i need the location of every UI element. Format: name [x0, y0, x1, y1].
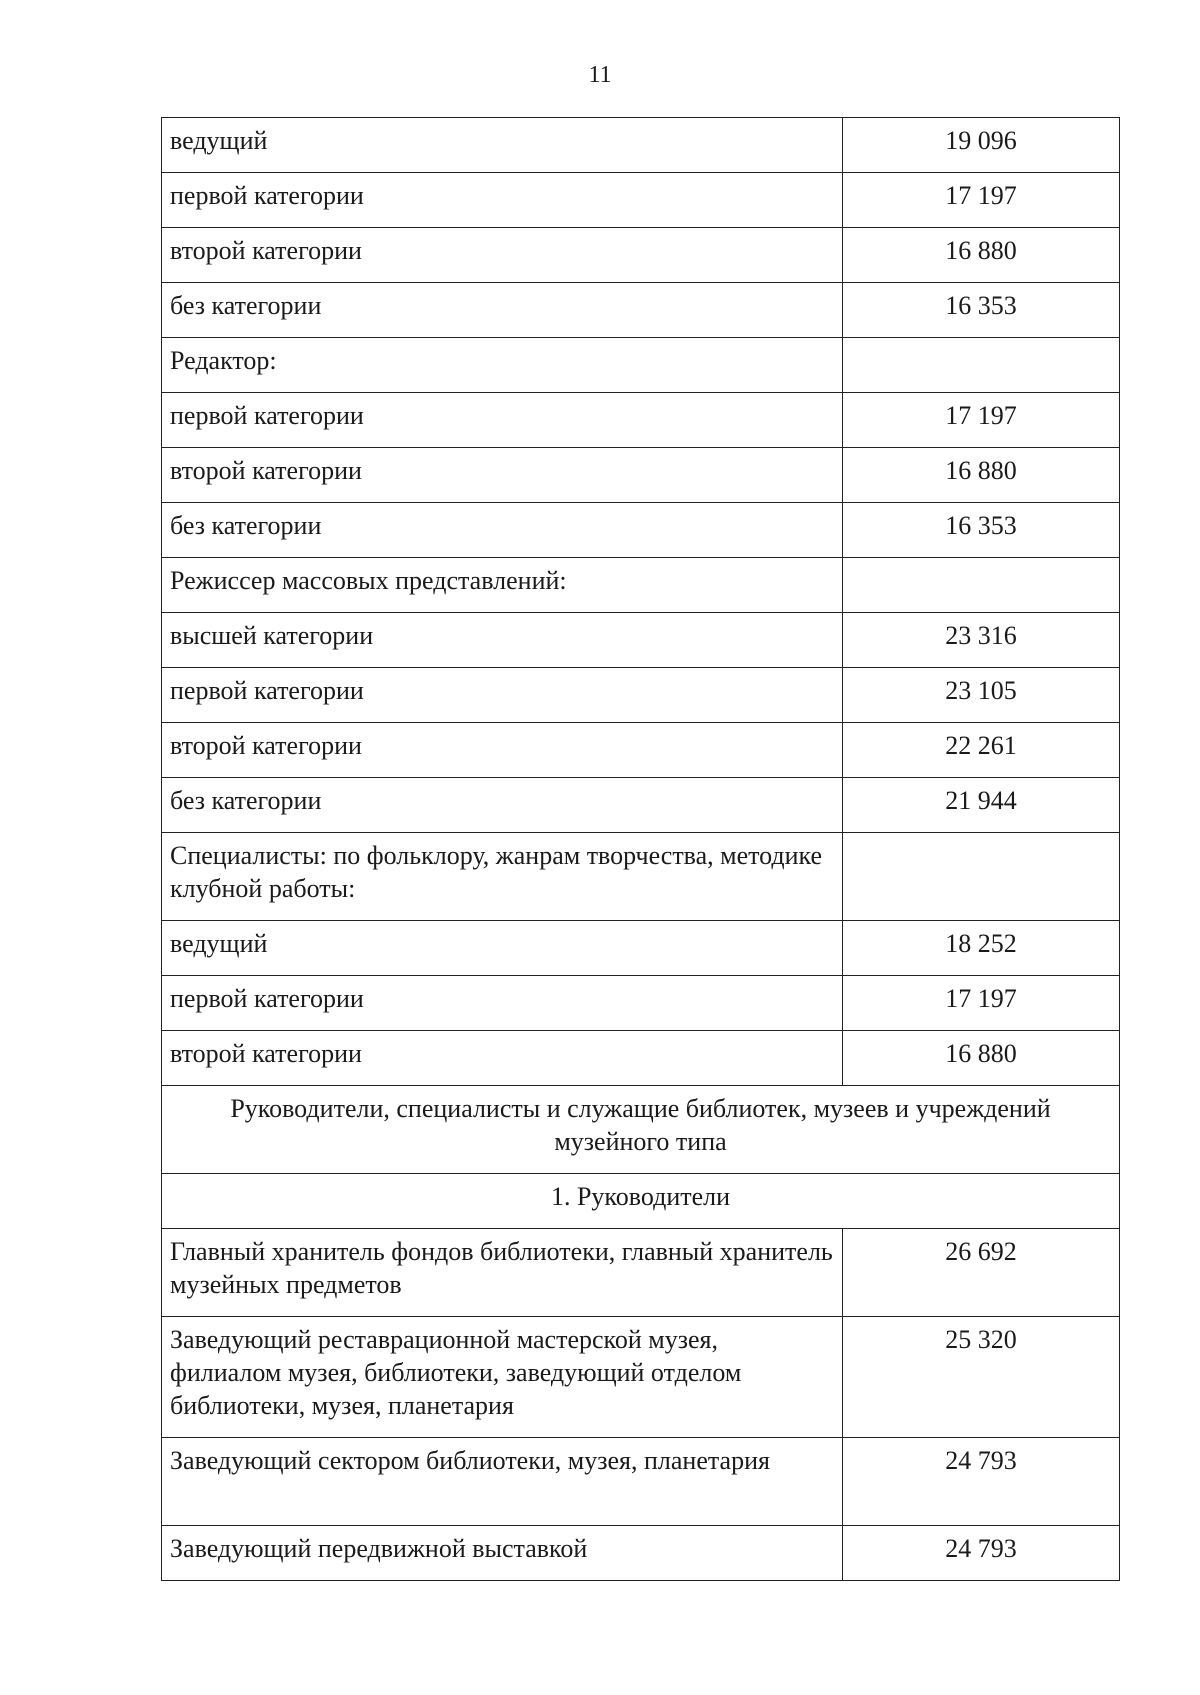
table-row [162, 228, 1120, 283]
table-row [162, 778, 1120, 833]
table-row [162, 283, 1120, 338]
table-row [162, 338, 1120, 393]
table-row [162, 1229, 1120, 1317]
table-row [162, 1031, 1120, 1086]
table-row [162, 833, 1120, 921]
salary-value: 22 261 [843, 723, 1120, 778]
table-row [162, 613, 1120, 668]
salary-value: 16 880 [843, 228, 1120, 283]
position-label: высшей категории [162, 613, 843, 668]
position-label: Заведующий передвижной выставкой [162, 1526, 843, 1581]
table-row [162, 503, 1120, 558]
salary-value: 23 316 [843, 613, 1120, 668]
table-row [162, 448, 1120, 503]
salary-value: 16 880 [843, 448, 1120, 503]
table-row [162, 723, 1120, 778]
salary-value: 25 320 [843, 1317, 1120, 1438]
salary-value: 17 197 [843, 393, 1120, 448]
section-title: Руководители, специалисты и служащие библиотек, музеев и учреждений музейного типа [162, 1086, 1120, 1174]
position-label: второй категории [162, 448, 843, 503]
section-row [162, 1086, 1120, 1174]
position-label: ведущий [162, 921, 843, 976]
salary-value: 17 197 [843, 173, 1120, 228]
position-label: первой категории [162, 668, 843, 723]
position-label: второй категории [162, 228, 843, 283]
position-label: без категории [162, 778, 843, 833]
position-label: второй категории [162, 1031, 843, 1086]
position-label: ведущий [162, 118, 843, 173]
salary-table [161, 117, 1120, 1581]
subsection-title: 1. Руководители [162, 1174, 1120, 1229]
salary-value: 19 096 [843, 118, 1120, 173]
position-label: без категории [162, 503, 843, 558]
table-row [162, 118, 1120, 173]
position-label: без категории [162, 283, 843, 338]
salary-value [843, 558, 1120, 613]
table-row [162, 1526, 1120, 1581]
salary-value: 16 353 [843, 503, 1120, 558]
table-row [162, 1438, 1120, 1526]
position-label: второй категории [162, 723, 843, 778]
salary-value [843, 338, 1120, 393]
position-label: Заведующий сектором библиотеки, музея, планетария [162, 1438, 843, 1526]
table-row [162, 393, 1120, 448]
subsection-row [162, 1174, 1120, 1229]
group-label: Специалисты: по фольклору, жанрам творчества, методике клубной работы: [162, 833, 843, 921]
table-row [162, 173, 1120, 228]
salary-value: 16 880 [843, 1031, 1120, 1086]
table-row [162, 1317, 1120, 1438]
position-label: первой категории [162, 173, 843, 228]
table-row [162, 668, 1120, 723]
group-label: Редактор: [162, 338, 843, 393]
salary-value: 24 793 [843, 1526, 1120, 1581]
salary-value: 17 197 [843, 976, 1120, 1031]
salary-value: 23 105 [843, 668, 1120, 723]
page-number: 11 [588, 62, 612, 88]
salary-value: 24 793 [843, 1438, 1120, 1526]
table-row [162, 976, 1120, 1031]
salary-value: 16 353 [843, 283, 1120, 338]
position-label: Главный хранитель фондов библиотеки, главный хранитель музейных предметов [162, 1229, 843, 1317]
salary-value [843, 833, 1120, 921]
position-label: Заведующий реставрационной мастерской музея, филиалом музея, библиотеки, заведующий отделом библиотеки, музея, планетария [162, 1317, 843, 1438]
salary-value: 26 692 [843, 1229, 1120, 1317]
salary-value: 21 944 [843, 778, 1120, 833]
table-row [162, 921, 1120, 976]
position-label: первой категории [162, 976, 843, 1031]
table-row [162, 558, 1120, 613]
salary-value: 18 252 [843, 921, 1120, 976]
group-label: Режиссер массовых представлений: [162, 558, 843, 613]
position-label: первой категории [162, 393, 843, 448]
